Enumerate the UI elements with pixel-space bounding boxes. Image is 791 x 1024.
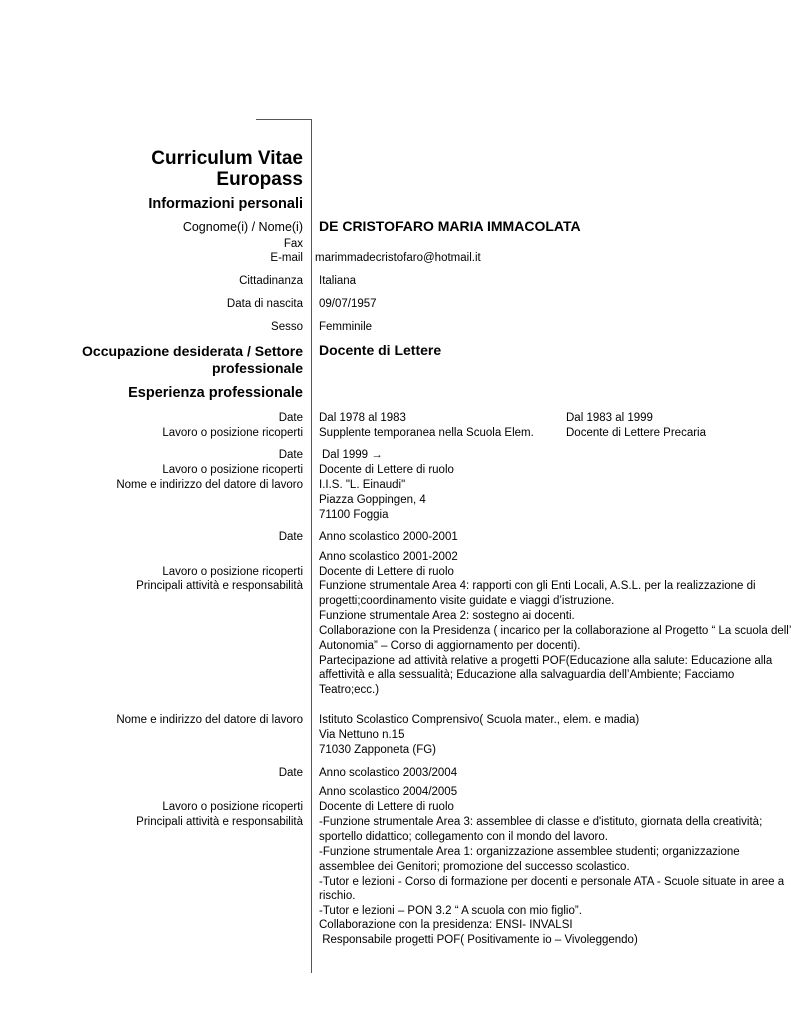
fax-label: Fax xyxy=(283,238,303,250)
date-label: Date xyxy=(278,412,303,424)
experience-line: Anno scolastico 2001-2002 xyxy=(319,551,458,563)
date-value: Anno scolastico 2003/2004 xyxy=(319,767,458,779)
desired-label-line2: professionale xyxy=(211,360,303,376)
experience-line: Responsabile progetti POF( Positivamente io – Vivoleggendo) xyxy=(319,934,638,946)
date-label: Date xyxy=(278,531,303,543)
experience-line: Collaborazione con la Presidenza ( incarico per la collaborazione al Progetto “ La scuola dell’ xyxy=(319,625,791,637)
sex-value: Femminile xyxy=(319,321,373,333)
experience-line: Dal 1999 → xyxy=(322,449,383,461)
employer-line: Istituto Scolastico Comprensivo( Scuola mater., elem. e madia) xyxy=(319,714,640,726)
role-label: Lavoro o posizione ricoperti xyxy=(162,427,303,439)
column-divider xyxy=(311,119,312,973)
experience-line: progetti;coordinamento visite guidate e viaggi d’istruzione. xyxy=(319,595,615,607)
experience-line: Docente di Lettere di ruolo xyxy=(319,464,454,476)
experience-line: -Funzione strumentale Area 3: assemblee di classe e d'istituto, giornata della creatività; xyxy=(319,816,763,828)
name-label: Cognome(i) / Nome(i) xyxy=(182,220,303,234)
role-label: Lavoro o posizione ricoperti xyxy=(162,801,303,813)
experience-line: -Funzione strumentale Area 1: organizzazione assemblee studenti; organizzazione xyxy=(319,846,740,858)
experience-line: Docente di Lettere di ruolo xyxy=(319,801,454,813)
experience-line: Piazza Goppingen, 4 xyxy=(319,494,426,506)
birth-label: Data di nascita xyxy=(226,298,303,310)
activities-label: Principali attività e responsabilità xyxy=(136,816,303,828)
experience-line: sportello didattico; collegamento con il mondo del lavoro. xyxy=(319,831,608,843)
role-value: Docente di Lettere Precaria xyxy=(566,427,706,439)
sex-label: Sesso xyxy=(271,321,303,333)
experience-line: I.I.S. "L. Einaudi" xyxy=(319,479,406,491)
experience-line: Partecipazione ad attività relative a progetti POF(Educazione alla salute: Educazione alla xyxy=(319,655,773,667)
experience-line: Funzione strumentale Area 2: sostegno ai docenti. xyxy=(319,610,575,622)
section-personal-info: Informazioni personali xyxy=(148,196,303,212)
employer-label: Nome e indirizzo del datore di lavoro xyxy=(116,479,303,491)
employer-line: Via Nettuno n.15 xyxy=(319,729,405,741)
role-label: Lavoro o posizione ricoperti xyxy=(162,566,303,578)
role-label: Lavoro o posizione ricoperti xyxy=(162,464,303,476)
experience-line: affettività e alla sessualità; Educazione alla salvaguardia dell’Ambiente; Facciamo xyxy=(319,669,735,681)
date-value: Anno scolastico 2000-2001 xyxy=(319,531,458,543)
employer-label: Nome e indirizzo del datore di lavoro xyxy=(116,714,303,726)
desired-label-line1: Occupazione desiderata / Settore xyxy=(82,343,303,359)
experience-line: -Tutor e lezioni – PON 3.2 “ A scuola con mio figlio”. xyxy=(319,905,582,917)
birth-value: 09/07/1957 xyxy=(319,298,377,310)
experience-line: assemblee dei Genitori; promozione del successo scolastico. xyxy=(319,861,630,873)
date-label: Date xyxy=(278,767,303,779)
date-value: Dal 1978 al 1983 xyxy=(319,412,406,424)
header-rule xyxy=(256,119,312,120)
employer-line: 71030 Zapponeta (FG) xyxy=(319,744,436,756)
cv-title-line2: Europass xyxy=(216,169,303,190)
role-value: Supplente temporanea nella Scuola Elem. xyxy=(319,427,534,439)
name-value: DE CRISTOFARO MARIA IMMACOLATA xyxy=(319,218,581,234)
experience-line: Anno scolastico 2004/2005 xyxy=(319,786,458,798)
section-experience: Esperienza professionale xyxy=(128,385,303,401)
activities-label: Principali attività e responsabilità xyxy=(136,580,303,592)
experience-line: Teatro;ecc.) xyxy=(319,684,380,696)
date-label: Date xyxy=(278,449,303,461)
cv-title-line1: Curriculum Vitae xyxy=(151,148,303,169)
experience-line: Funzione strumentale Area 4: rapporti con gli Enti Locali, A.S.L. per la realizzazione di xyxy=(319,580,756,592)
experience-line: Docente di Lettere di ruolo xyxy=(319,566,454,578)
desired-value: Docente di Lettere xyxy=(319,342,442,358)
experience-line: 71100 Foggia xyxy=(319,509,389,521)
experience-line: Collaborazione con la presidenza: ENSI- INVALSI xyxy=(319,919,573,931)
experience-line: rischio. xyxy=(319,890,356,902)
date-value: Dal 1983 al 1999 xyxy=(566,412,653,424)
citizenship-label: Cittadinanza xyxy=(239,275,303,287)
email-label: E-mail xyxy=(270,252,303,264)
experience-line: -Tutor e lezioni - Corso di formazione per docenti e personale ATA - Scuole situate in aree a xyxy=(319,876,785,888)
experience-line: Autonomia” – Corso di aggiornamento per docenti). xyxy=(319,640,581,652)
email-value: marimmadecristofaro@hotmail.it xyxy=(315,252,481,264)
citizenship-value: Italiana xyxy=(319,275,357,287)
